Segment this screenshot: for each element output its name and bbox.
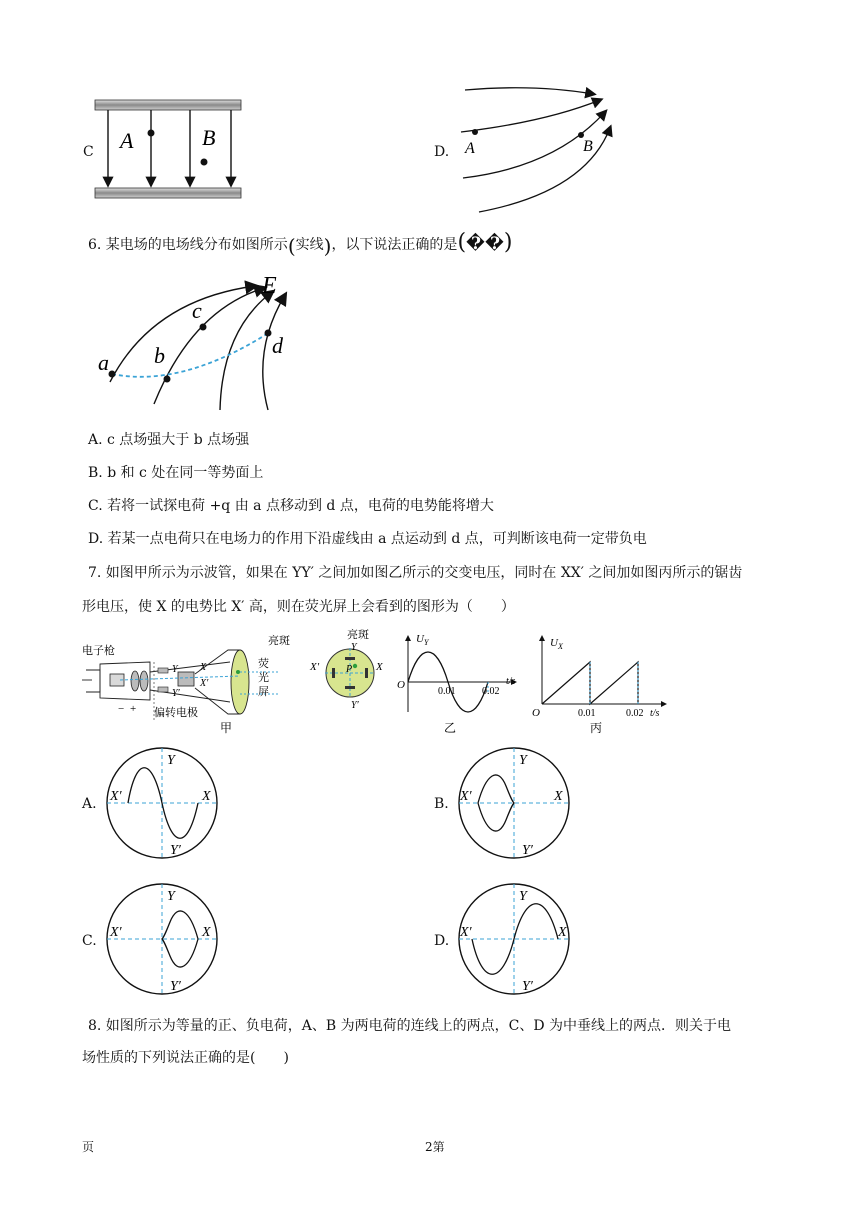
svg-text:X′: X′ (310, 661, 320, 673)
choice-b-label: B. (434, 796, 449, 812)
svg-text:Y: Y (167, 753, 175, 768)
bottom-plate (95, 188, 241, 198)
screen-spot-figure (305, 628, 395, 710)
svg-text:0.01: 0.01 (578, 708, 596, 719)
choice-d-label: D. (434, 933, 450, 949)
q6-option-a: A. c 点场强大于 b 点场强 (88, 432, 250, 448)
svg-text:0.02: 0.02 (626, 708, 644, 719)
svg-text:Y′: Y′ (172, 688, 180, 699)
q6-option-d: D. 若某一点电荷只在电场力的作用下沿虚线由 a 点运动到 d 点，可判断该电荷一定带负电 (88, 531, 647, 547)
choice-a-screen (104, 746, 224, 862)
svg-text:t/s: t/s (506, 676, 516, 687)
svg-text:A: A (465, 140, 475, 157)
svg-text:屏: 屏 (258, 686, 269, 698)
svg-text:B: B (583, 138, 593, 155)
svg-text:Y: Y (519, 753, 527, 768)
svg-text:Y′: Y′ (351, 700, 359, 711)
label-b: B (202, 125, 216, 150)
svg-text:X′: X′ (460, 925, 472, 940)
svg-text:Y′: Y′ (170, 979, 181, 994)
svg-text:a: a (98, 350, 109, 375)
choice-c-label: C. (82, 933, 97, 949)
svg-text:荧: 荧 (258, 658, 269, 670)
svg-text:X′: X′ (460, 789, 472, 804)
ux-sawtooth-graph (530, 632, 680, 736)
svg-text:X′: X′ (200, 678, 209, 689)
svg-text:Y′: Y′ (170, 843, 181, 858)
choice-c-screen (104, 882, 224, 998)
svg-text:O: O (397, 679, 405, 691)
q7-stem-line1: 7. 如图甲所示为示波管，如果在 YY′ 之间加如图乙所示的交变电压，同时在 XX′ 之间加如图丙所示的锯齿 (88, 565, 743, 581)
svg-text:c: c (192, 298, 202, 323)
svg-text:Y: Y (167, 889, 175, 904)
svg-text:光: 光 (258, 672, 269, 684)
choice-a-label: A. (82, 796, 97, 812)
svg-text:X: X (200, 662, 207, 673)
svg-text:亮斑: 亮斑 (268, 635, 290, 647)
footer-page-number: 2第 (425, 1140, 445, 1154)
point-b (201, 159, 208, 166)
svg-text:X′: X′ (110, 789, 122, 804)
field-line (465, 88, 593, 94)
point-a (472, 129, 478, 135)
q8-line1: 8. 如图所示为等量的正、负电荷，A、B 为两电荷的连线上的两点，C、D 为中垂线上的两点．则关于电 (88, 1018, 732, 1034)
q7-stem-line2: 形电压，使 X 的电势比 X′ 高，则在荧光屏上会看到的图形为（ ） (82, 599, 515, 615)
svg-text:Y′: Y′ (522, 979, 533, 994)
oscilloscope-tube-figure (80, 632, 300, 737)
svg-text:X: X (376, 661, 383, 673)
svg-text:Y′: Y′ (522, 843, 533, 858)
svg-text:0.02: 0.02 (482, 686, 500, 697)
field-lines-figure (92, 270, 302, 412)
top-plate (95, 100, 241, 110)
svg-text:X: X (554, 789, 563, 804)
svg-text:X: X (202, 789, 211, 804)
svg-text:E: E (262, 273, 277, 299)
q6-stem: 6. 某电场的电场线分布如图所示(实线)，以下说法正确的是(��) (88, 230, 513, 258)
svg-text:甲: 甲 (220, 721, 233, 735)
curved-field-figure (455, 82, 625, 217)
svg-text:d: d (272, 333, 283, 358)
svg-text:P: P (346, 664, 353, 675)
svg-text:偏转电极: 偏转电极 (154, 707, 198, 719)
svg-text:X: X (558, 925, 567, 940)
svg-text:−: − (118, 703, 125, 715)
svg-text:Y: Y (351, 642, 357, 653)
svg-text:Y: Y (519, 889, 527, 904)
svg-text:X: X (202, 925, 211, 940)
choice-d-screen (456, 882, 576, 998)
option-c-label: C (83, 144, 94, 160)
svg-text:亮斑: 亮斑 (347, 629, 369, 641)
choice-b-screen (456, 746, 576, 862)
svg-text:t/s: t/s (650, 708, 660, 719)
svg-text:UY: $U_Y$ (416, 633, 429, 647)
field-line (110, 286, 255, 382)
uy-sine-graph (398, 632, 528, 736)
plates-field-figure (92, 95, 244, 203)
q8-line2: 场性质的下列说法正确的是( ) (82, 1050, 289, 1066)
footer-left: 页 (82, 1140, 95, 1154)
svg-text:b: b (154, 343, 165, 368)
svg-text:0.01: 0.01 (438, 686, 456, 697)
q6-option-c: C. 若将一试探电荷 +q 由 a 点移动到 d 点，电荷的电势能将增大 (88, 498, 494, 514)
svg-text:+: + (130, 703, 137, 715)
svg-text:Y: Y (172, 664, 178, 675)
svg-text:电子枪: 电子枪 (82, 645, 115, 657)
q6-option-b: B. b 和 c 处在同一等势面上 (88, 465, 264, 481)
svg-text:丙: 丙 (590, 721, 603, 735)
option-d-label: D. (434, 144, 450, 160)
svg-text:X′: X′ (110, 925, 122, 940)
svg-text:UX: $U_X$ (550, 637, 563, 651)
point-a (148, 130, 155, 137)
svg-text:O: O (532, 707, 540, 719)
field-line (461, 100, 600, 132)
label-a: A (120, 128, 134, 153)
svg-text:乙: 乙 (444, 721, 457, 735)
